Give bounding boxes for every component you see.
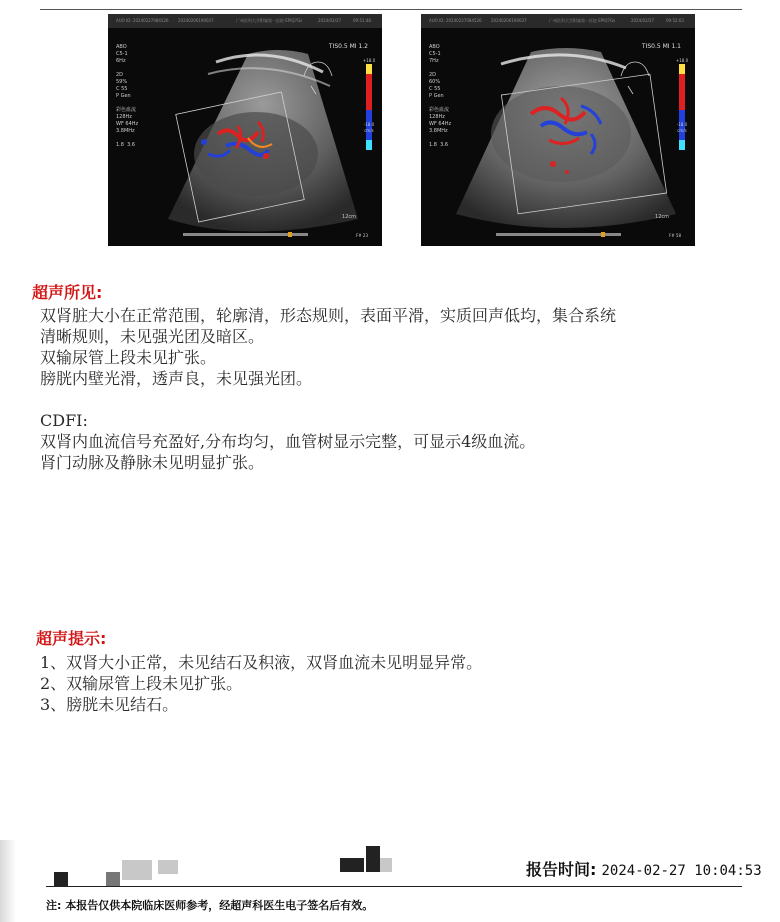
- scale-top: +18.0: [362, 58, 376, 63]
- scale-bottom: -18.0 cm/s: [676, 122, 688, 133]
- redaction-block: [366, 846, 380, 872]
- ultrasound-image-right: [421, 14, 695, 246]
- header-date: 2024/02/27: [631, 18, 655, 23]
- ti-mi-readout: TIS0.5 MI 1.2: [328, 43, 368, 50]
- redaction-block: [380, 858, 392, 872]
- disclaimer-note: 注: 本报告仅供本院临床医师参考，经超声科医生电子签名后有效。: [46, 899, 374, 912]
- findings-line: 肾门动脉及静脉未见明显扩张。: [40, 453, 265, 472]
- cine-bar: [496, 233, 621, 236]
- scale-bottom: -18.0 cm/s: [363, 122, 375, 133]
- depth-readout: 12cm: [655, 214, 669, 220]
- report-time-label: 报告时间:: [526, 860, 597, 879]
- header-exam: 20240206190037: [178, 18, 214, 23]
- redaction-block: [340, 858, 364, 872]
- redaction-block: [54, 872, 68, 886]
- scan-parameters: ABO C5-1 6Hz 2D 59% C 55 P Gen 彩色血流 128Hz WF 64Hz 3.8MHz 1.8 3.6: [116, 44, 139, 148]
- header-hospital: 广州医科大学附属第一医院 EPIQ7Gs: [549, 18, 616, 23]
- redaction-block: [122, 860, 152, 880]
- findings-line: 清晰规则，未见强光团及暗区。: [40, 327, 265, 346]
- findings-line: 双输尿管上段未见扩张。: [40, 348, 217, 367]
- scan-parameters: ABO C5-1 7Hz 2D 60% C 55 P Gen 彩色血流 128Hz WF 64Hz 3.8MHz 1.8 3.6: [429, 44, 452, 148]
- findings-line: 膀胱内壁光滑，透声良，未见强光团。: [40, 369, 313, 388]
- header-time: 09:52:03: [666, 18, 684, 23]
- findings-line: [40, 389, 616, 410]
- findings-title: 超声所见:: [32, 283, 103, 302]
- header-id: AUO ID: 20240227084526: [429, 18, 482, 23]
- ultrasound-image-left: [108, 14, 382, 246]
- header-exam: 20240206190037: [491, 18, 527, 23]
- header-time: 09:51:48: [353, 18, 371, 23]
- redaction-block: [158, 860, 178, 874]
- findings-line: 双肾脏大小在正常范围，轮廓清，形态规则，表面平滑，实质回声低均，集合系统: [40, 306, 617, 325]
- cdfi-label: CDFI:: [40, 411, 88, 430]
- report-time-value: 2024-02-27 10:04:53: [601, 863, 762, 879]
- findings-line: 双肾内血流信号充盈好,分布均匀，血管树显示完整，可显示4级血流。: [40, 432, 536, 451]
- report-time: [526, 857, 762, 880]
- header-date: 2024/02/27: [318, 18, 342, 23]
- impression-line: 2、双输尿管上段未见扩张。: [40, 674, 243, 693]
- impression-line: 1、双肾大小正常，未见结石及积液，双肾血流未见明显异常。: [40, 653, 483, 672]
- header-hospital: 广州医科大学附属第一医院 EPIQ7Gs: [236, 18, 303, 23]
- cine-bar: [183, 233, 308, 236]
- frame-number: F# 58: [668, 233, 681, 238]
- bottom-rule: [46, 886, 742, 887]
- impression-line: 3、膀胱未见结石。: [40, 695, 179, 714]
- impression-text: [40, 652, 482, 715]
- depth-readout: 12cm: [342, 214, 356, 220]
- scan-edge-shadow: [0, 840, 16, 922]
- top-rule: [40, 9, 742, 10]
- impression-title: 超声提示:: [36, 629, 107, 648]
- frame-number: F# 23: [355, 233, 368, 238]
- ti-mi-readout: TIS0.5 MI 1.1: [641, 43, 681, 50]
- findings-text: [40, 305, 616, 473]
- redaction-block: [106, 872, 120, 886]
- scale-top: +18.0: [675, 58, 689, 63]
- header-id: AUO ID: 20240227084526: [116, 18, 169, 23]
